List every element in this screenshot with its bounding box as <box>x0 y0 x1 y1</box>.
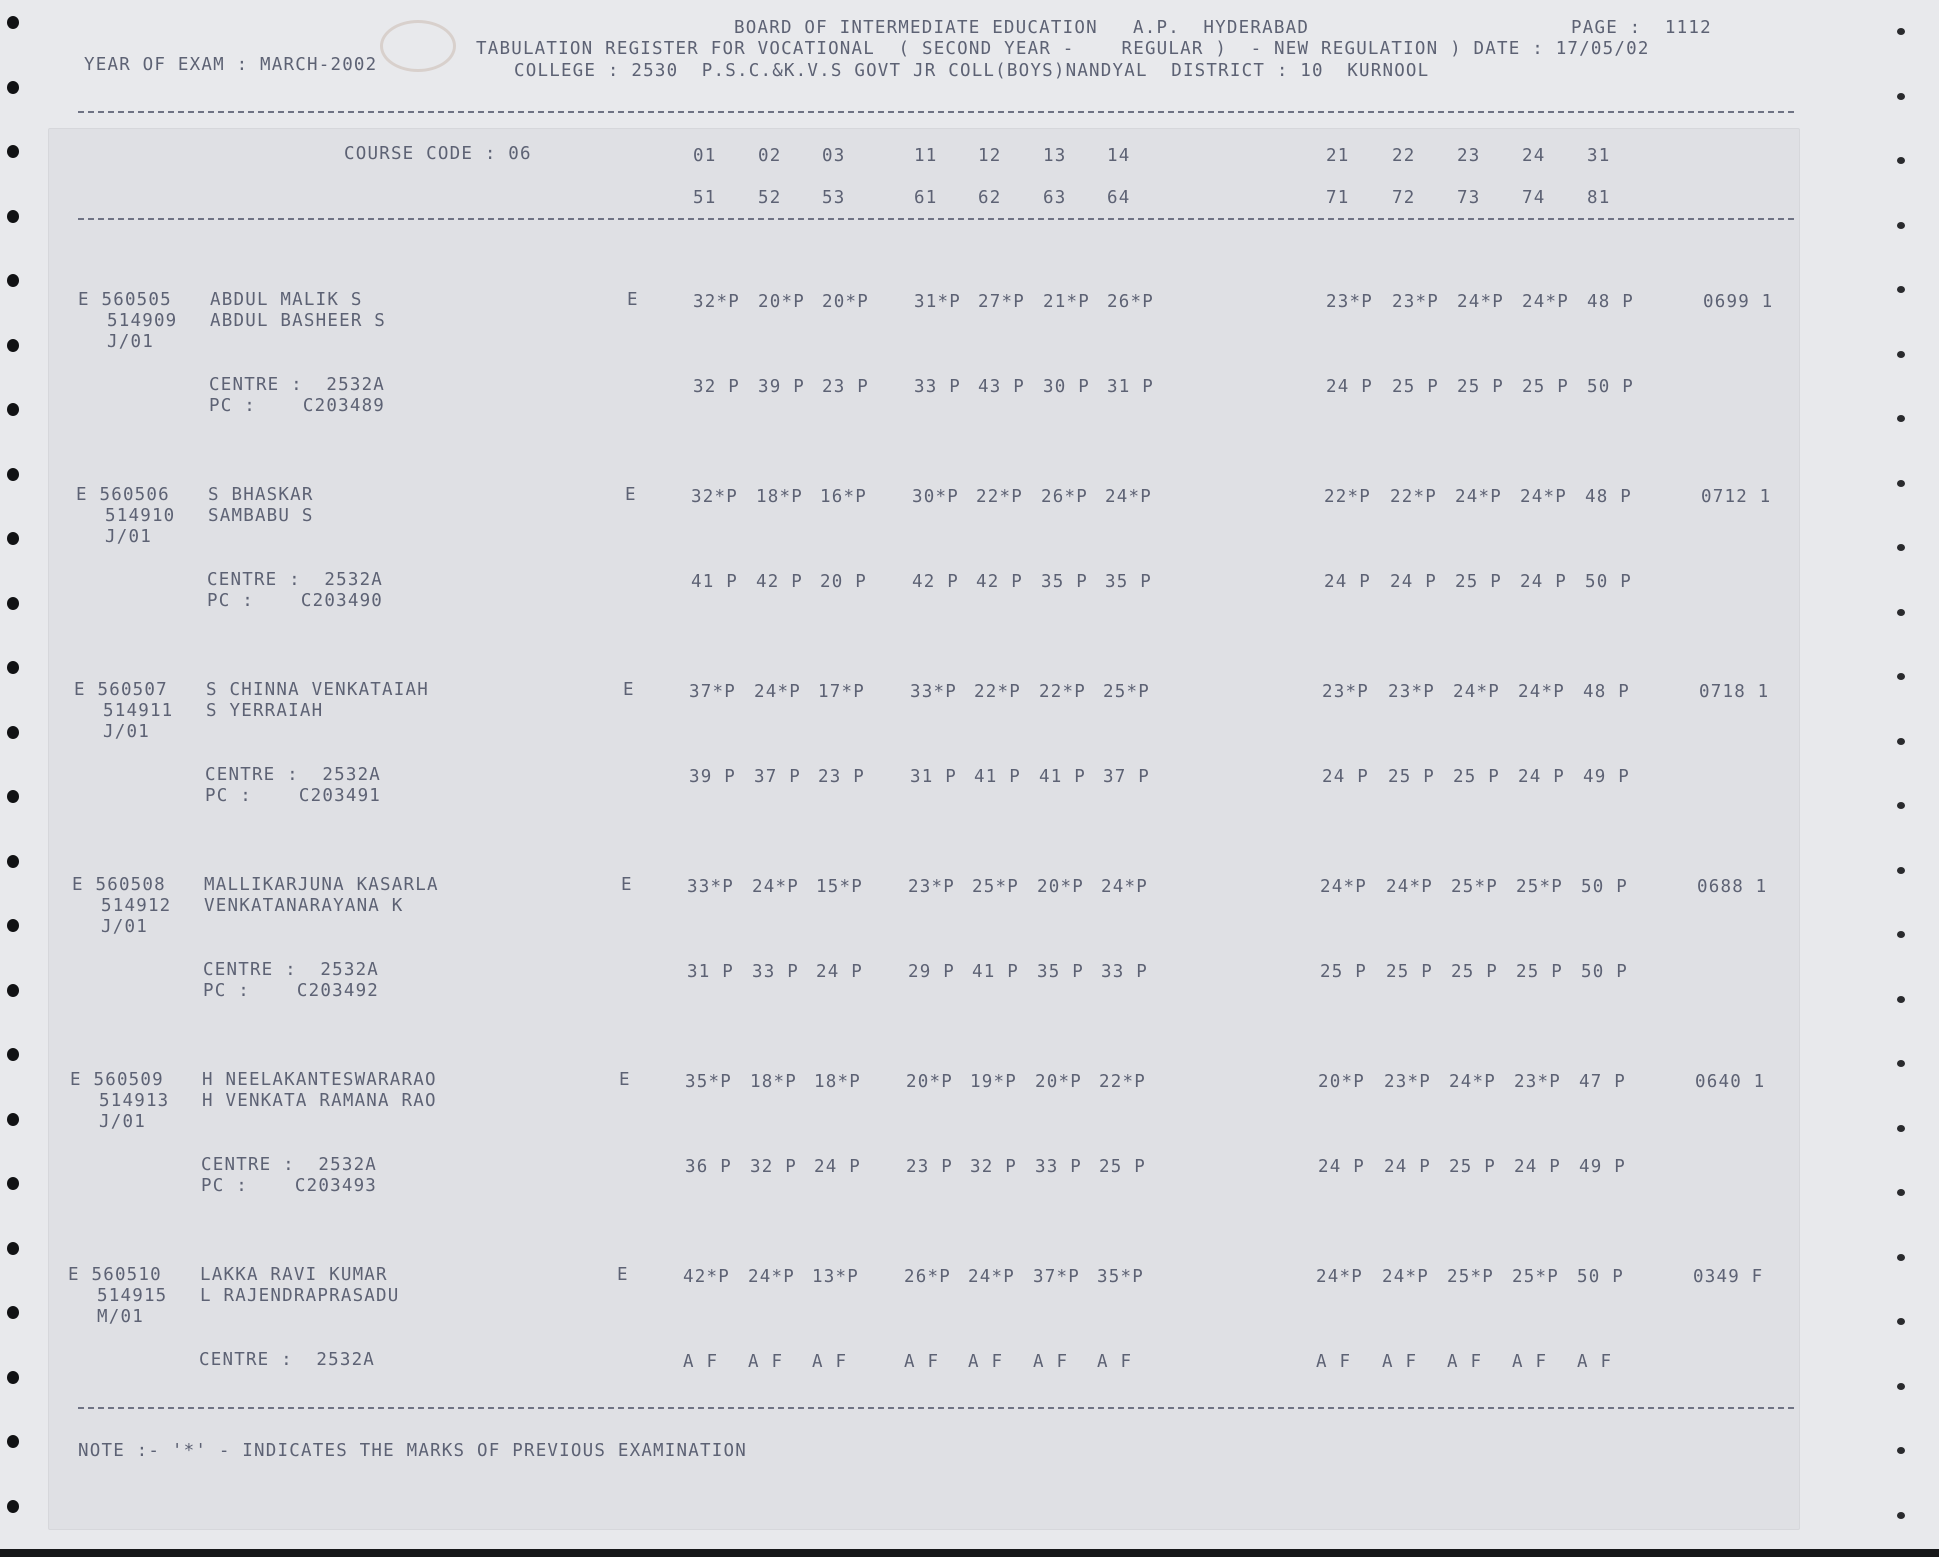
mark-current: 33 P <box>914 377 961 397</box>
mark-previous: 18*P <box>756 487 803 507</box>
father-name: SAMBABU S <box>208 506 314 526</box>
mark-previous: 24*P <box>1382 1267 1429 1287</box>
mark-current: 50 P <box>1581 962 1628 982</box>
mark-current: 24 P <box>1384 1157 1431 1177</box>
mark-previous: 16*P <box>820 487 867 507</box>
mark-current: 25 P <box>1451 962 1498 982</box>
year-of-exam: YEAR OF EXAM : MARCH-2002 <box>84 55 378 75</box>
mark-current: 25 P <box>1099 1157 1146 1177</box>
mark-previous: 26*P <box>1041 487 1088 507</box>
feed-hole <box>7 532 19 545</box>
subject-code: 63 <box>1043 188 1067 208</box>
subject-code: 64 <box>1107 188 1131 208</box>
mark-previous: 24*P <box>1105 487 1152 507</box>
mark-previous: 24*P <box>968 1267 1015 1287</box>
subject-code: 81 <box>1587 188 1611 208</box>
mark-previous: 25*P <box>1103 682 1150 702</box>
feed-hole <box>7 339 19 352</box>
feed-hole <box>1897 1318 1905 1325</box>
mark-current: 25 P <box>1388 767 1435 787</box>
mark-previous: 25*P <box>1516 877 1563 897</box>
subject-code: 51 <box>693 188 717 208</box>
feed-hole <box>1897 351 1905 358</box>
mark-current: 31 P <box>910 767 957 787</box>
mark-previous: 13*P <box>812 1267 859 1287</box>
mark-current: 42 P <box>756 572 803 592</box>
subject-code: 24 <box>1522 146 1546 166</box>
mark-current: A F <box>1447 1352 1483 1372</box>
mark-previous: 26*P <box>904 1267 951 1287</box>
mark-previous: 25*P <box>1512 1267 1559 1287</box>
subject-code: 53 <box>822 188 846 208</box>
mark-previous: 24*P <box>1453 682 1500 702</box>
feed-hole <box>7 597 19 610</box>
mark-current: 24 P <box>1518 767 1565 787</box>
mark-previous: 23*P <box>1392 292 1439 312</box>
centre-code: CENTRE : 2532A <box>199 1350 376 1370</box>
subject-code: 71 <box>1326 188 1350 208</box>
mark-previous: 23*P <box>1384 1072 1431 1092</box>
mark-previous: 35*P <box>1097 1267 1144 1287</box>
mark-previous: 24*P <box>1101 877 1148 897</box>
feed-hole <box>7 790 19 803</box>
mark-current: 23 P <box>906 1157 953 1177</box>
medium: E <box>627 290 639 310</box>
hall-ticket-number: E 560509 <box>70 1070 164 1090</box>
father-name: ABDUL BASHEER S <box>210 311 387 331</box>
mark-current: 24 P <box>1322 767 1369 787</box>
feed-hole <box>1897 1254 1905 1261</box>
mark-current: 25 P <box>1392 377 1439 397</box>
register-title: TABULATION REGISTER FOR VOCATIONAL ( SECOND YEAR - REGULAR ) - NEW REGULATION ) DATE : 17/05/02 <box>476 39 1650 59</box>
mark-previous: 24*P <box>1316 1267 1363 1287</box>
mark-previous: 30*P <box>912 487 959 507</box>
subject-code: 03 <box>822 146 846 166</box>
mark-current: A F <box>1316 1352 1352 1372</box>
mark-current: 24 P <box>816 962 863 982</box>
mark-current: 43 P <box>978 377 1025 397</box>
mark-previous: 23*P <box>1326 292 1373 312</box>
mark-previous: 37*P <box>689 682 736 702</box>
mark-previous: 20*P <box>758 292 805 312</box>
mark-previous: 22*P <box>1390 487 1437 507</box>
feed-hole <box>7 403 19 416</box>
feed-hole <box>1897 1512 1905 1519</box>
subject-code: 73 <box>1457 188 1481 208</box>
student-name: S CHINNA VENKATAIAH <box>206 680 429 700</box>
mark-current: A F <box>1382 1352 1418 1372</box>
mark-previous: 19*P <box>970 1072 1017 1092</box>
mark-current: A F <box>904 1352 940 1372</box>
grand-total: 0640 1 <box>1695 1072 1766 1092</box>
mark-current: 25 P <box>1320 962 1367 982</box>
mark-current: 25 P <box>1457 377 1504 397</box>
mark-previous: 21*P <box>1043 292 1090 312</box>
feed-hole <box>7 1177 19 1190</box>
mark-current: 31 P <box>1107 377 1154 397</box>
mark-current: 35 P <box>1037 962 1084 982</box>
feed-hole <box>7 1435 19 1448</box>
subject-code: 12 <box>978 146 1002 166</box>
medium: E <box>621 875 633 895</box>
mark-current: 23 P <box>822 377 869 397</box>
mark-previous: 20*P <box>822 292 869 312</box>
pc-number: PC : C203491 <box>205 786 382 806</box>
mark-current: 25 P <box>1449 1157 1496 1177</box>
mark-previous: 24*P <box>1320 877 1367 897</box>
subject-code: 52 <box>758 188 782 208</box>
mark-current: 41 P <box>974 767 1021 787</box>
father-name: H VENKATA RAMANA RAO <box>202 1091 437 1111</box>
feed-hole <box>1897 1189 1905 1196</box>
feed-hole <box>1897 609 1905 616</box>
mark-current: A F <box>748 1352 784 1372</box>
mark-previous: 48 P <box>1587 292 1634 312</box>
feed-hole <box>7 919 19 932</box>
mark-current: 24 P <box>1324 572 1371 592</box>
feed-hole <box>7 1242 19 1255</box>
group-code: J/01 <box>103 722 150 742</box>
feed-hole <box>7 468 19 481</box>
pc-number: PC : C203492 <box>203 981 380 1001</box>
subject-code: 62 <box>978 188 1002 208</box>
page-number: PAGE : 1112 <box>1571 18 1712 38</box>
preprinted-form-background <box>48 128 1800 1530</box>
mark-previous: 25*P <box>972 877 1019 897</box>
feed-hole <box>1897 996 1905 1003</box>
mark-current: 36 P <box>685 1157 732 1177</box>
mark-previous: 18*P <box>750 1072 797 1092</box>
mark-current: 25 P <box>1516 962 1563 982</box>
student-name: ABDUL MALIK S <box>210 290 363 310</box>
group-code: J/01 <box>101 917 148 937</box>
mark-previous: 23*P <box>908 877 955 897</box>
father-name: S YERRAIAH <box>206 701 324 721</box>
subject-code: 01 <box>693 146 717 166</box>
student-id: 514915 <box>97 1286 168 1306</box>
mark-previous: 47 P <box>1579 1072 1626 1092</box>
mark-current: A F <box>1033 1352 1069 1372</box>
mark-previous: 48 P <box>1585 487 1632 507</box>
mark-previous: 33*P <box>687 877 734 897</box>
medium: E <box>619 1070 631 1090</box>
mark-previous: 18*P <box>814 1072 861 1092</box>
student-id: 514910 <box>105 506 176 526</box>
group-code: J/01 <box>99 1112 146 1132</box>
footer-note: NOTE :- '*' - INDICATES THE MARKS OF PREVIOUS EXAMINATION <box>78 1441 747 1461</box>
mark-previous: 24*P <box>1520 487 1567 507</box>
mark-previous: 31*P <box>914 292 961 312</box>
feed-hole <box>7 210 19 223</box>
grand-total: 0688 1 <box>1697 877 1768 897</box>
centre-code: CENTRE : 2532A <box>205 765 382 785</box>
mark-previous: 23*P <box>1514 1072 1561 1092</box>
feed-hole <box>1897 415 1905 422</box>
mark-current: 50 P <box>1585 572 1632 592</box>
mark-current: 25 P <box>1386 962 1433 982</box>
centre-code: CENTRE : 2532A <box>207 570 384 590</box>
mark-current: A F <box>1577 1352 1613 1372</box>
mark-previous: 24*P <box>748 1267 795 1287</box>
feed-hole <box>7 145 19 158</box>
mark-previous: 24*P <box>752 877 799 897</box>
hall-ticket-number: E 560505 <box>78 290 172 310</box>
feed-hole <box>1897 867 1905 874</box>
feed-hole <box>7 1500 19 1513</box>
mark-current: 49 P <box>1583 767 1630 787</box>
pc-number: PC : C203493 <box>201 1176 378 1196</box>
subject-code: 22 <box>1392 146 1416 166</box>
mark-previous: 20*P <box>1035 1072 1082 1092</box>
mark-previous: 42*P <box>683 1267 730 1287</box>
mark-current: 35 P <box>1105 572 1152 592</box>
mark-current: 25 P <box>1522 377 1569 397</box>
mark-previous: 32*P <box>693 292 740 312</box>
feed-hole <box>1897 157 1905 164</box>
subject-code: 23 <box>1457 146 1481 166</box>
mark-previous: 24*P <box>1449 1072 1496 1092</box>
board-title: BOARD OF INTERMEDIATE EDUCATION A.P. HYDERABAD <box>734 18 1310 38</box>
group-code: J/01 <box>107 332 154 352</box>
feed-hole <box>7 274 19 287</box>
mark-current: 42 P <box>976 572 1023 592</box>
feed-hole <box>7 16 19 29</box>
mark-previous: 17*P <box>818 682 865 702</box>
mark-current: 33 P <box>752 962 799 982</box>
grand-total: 0699 1 <box>1703 292 1774 312</box>
mark-previous: 22*P <box>1039 682 1086 702</box>
mark-current: 49 P <box>1579 1157 1626 1177</box>
feed-hole <box>1897 1060 1905 1067</box>
feed-hole <box>1897 931 1905 938</box>
mark-current: 41 P <box>691 572 738 592</box>
student-name: S BHASKAR <box>208 485 314 505</box>
mark-previous: 24*P <box>1386 877 1433 897</box>
student-name: H NEELAKANTESWARARAO <box>202 1070 437 1090</box>
mark-current: 24 P <box>1326 377 1373 397</box>
mark-previous: 24*P <box>754 682 801 702</box>
feed-hole <box>7 726 19 739</box>
mark-previous: 35*P <box>685 1072 732 1092</box>
mark-previous: 15*P <box>816 877 863 897</box>
medium: E <box>625 485 637 505</box>
feed-hole <box>7 855 19 868</box>
student-id: 514913 <box>99 1091 170 1111</box>
mark-previous: 23*P <box>1322 682 1369 702</box>
mark-current: A F <box>812 1352 848 1372</box>
group-code: M/01 <box>97 1307 144 1327</box>
mark-current: 23 P <box>818 767 865 787</box>
mark-current: 24 P <box>1318 1157 1365 1177</box>
mark-current: 31 P <box>687 962 734 982</box>
hall-ticket-number: E 560508 <box>72 875 166 895</box>
subject-code: 11 <box>914 146 938 166</box>
grand-total: 0718 1 <box>1699 682 1770 702</box>
mark-previous: 50 P <box>1581 877 1628 897</box>
mark-current: 37 P <box>1103 767 1150 787</box>
feed-hole <box>1897 802 1905 809</box>
hall-ticket-number: E 560507 <box>74 680 168 700</box>
subject-code: 72 <box>1392 188 1416 208</box>
mark-previous: 37*P <box>1033 1267 1080 1287</box>
mark-previous: 32*P <box>691 487 738 507</box>
student-id: 514912 <box>101 896 172 916</box>
grand-total: 0349 F <box>1693 1267 1764 1287</box>
subject-code: 02 <box>758 146 782 166</box>
mark-previous: 22*P <box>974 682 1021 702</box>
mark-previous: 48 P <box>1583 682 1630 702</box>
mark-current: 39 P <box>689 767 736 787</box>
feed-hole <box>1897 480 1905 487</box>
feed-hole <box>1897 1447 1905 1454</box>
student-id: 514911 <box>103 701 174 721</box>
mark-current: 41 P <box>972 962 1019 982</box>
subject-code: 61 <box>914 188 938 208</box>
mark-current: 32 P <box>970 1157 1017 1177</box>
hall-ticket-number: E 560506 <box>76 485 170 505</box>
mark-previous: 24*P <box>1522 292 1569 312</box>
mark-current: 32 P <box>693 377 740 397</box>
mark-previous: 20*P <box>906 1072 953 1092</box>
mark-current: 25 P <box>1455 572 1502 592</box>
mark-previous: 20*P <box>1318 1072 1365 1092</box>
feed-hole <box>1897 673 1905 680</box>
feed-hole <box>1897 1383 1905 1390</box>
feed-hole <box>1897 28 1905 35</box>
mark-previous: 50 P <box>1577 1267 1624 1287</box>
mark-current: 24 P <box>1390 572 1437 592</box>
medium: E <box>617 1265 629 1285</box>
mark-current: 30 P <box>1043 377 1090 397</box>
subject-code: 21 <box>1326 146 1350 166</box>
mark-current: A F <box>1097 1352 1133 1372</box>
mark-previous: 33*P <box>910 682 957 702</box>
mark-previous: 26*P <box>1107 292 1154 312</box>
mark-current: 20 P <box>820 572 867 592</box>
mark-previous: 25*P <box>1447 1267 1494 1287</box>
mark-previous: 23*P <box>1388 682 1435 702</box>
mark-previous: 24*P <box>1518 682 1565 702</box>
group-code: J/01 <box>105 527 152 547</box>
course-code: COURSE CODE : 06 <box>344 144 532 164</box>
college-line: COLLEGE : 2530 P.S.C.&K.V.S GOVT JR COLL(BOYS)NANDYAL DISTRICT : 10 KURNOOL <box>514 61 1430 81</box>
feed-hole <box>7 1048 19 1061</box>
subject-code: 74 <box>1522 188 1546 208</box>
mark-previous: 24*P <box>1457 292 1504 312</box>
centre-code: CENTRE : 2532A <box>203 960 380 980</box>
centre-code: CENTRE : 2532A <box>209 375 386 395</box>
mark-previous: 22*P <box>1324 487 1371 507</box>
feed-hole <box>1897 738 1905 745</box>
subject-code: 31 <box>1587 146 1611 166</box>
mark-previous: 22*P <box>1099 1072 1146 1092</box>
divider-top <box>78 111 1794 113</box>
mark-current: 25 P <box>1453 767 1500 787</box>
father-name: VENKATANARAYANA K <box>204 896 404 916</box>
grand-total: 0712 1 <box>1701 487 1772 507</box>
student-name: LAKKA RAVI KUMAR <box>200 1265 388 1285</box>
feed-hole <box>1897 93 1905 100</box>
mark-current: 41 P <box>1039 767 1086 787</box>
feed-hole <box>7 1113 19 1126</box>
mark-current: 50 P <box>1587 377 1634 397</box>
mark-current: A F <box>1512 1352 1548 1372</box>
mark-current: 24 P <box>814 1157 861 1177</box>
mark-current: A F <box>968 1352 1004 1372</box>
hall-ticket-number: E 560510 <box>68 1265 162 1285</box>
mark-current: A F <box>683 1352 719 1372</box>
student-name: MALLIKARJUNA KASARLA <box>204 875 439 895</box>
father-name: L RAJENDRAPRASADU <box>200 1286 400 1306</box>
pc-number: PC : C203489 <box>209 396 386 416</box>
feed-hole <box>1897 1125 1905 1132</box>
divider-bottom <box>78 1407 1794 1409</box>
feed-hole <box>7 1371 19 1384</box>
subject-code: 13 <box>1043 146 1067 166</box>
mark-current: 37 P <box>754 767 801 787</box>
mark-current: 32 P <box>750 1157 797 1177</box>
divider-header <box>78 218 1794 220</box>
feed-hole <box>1897 222 1905 229</box>
mark-current: 24 P <box>1520 572 1567 592</box>
mark-current: 39 P <box>758 377 805 397</box>
feed-hole <box>1897 286 1905 293</box>
feed-hole <box>1897 544 1905 551</box>
centre-code: CENTRE : 2532A <box>201 1155 378 1175</box>
subject-code: 14 <box>1107 146 1131 166</box>
mark-current: 29 P <box>908 962 955 982</box>
feed-hole <box>7 1306 19 1319</box>
mark-previous: 24*P <box>1455 487 1502 507</box>
pc-number: PC : C203490 <box>207 591 384 611</box>
mark-current: 42 P <box>912 572 959 592</box>
medium: E <box>623 680 635 700</box>
mark-previous: 22*P <box>976 487 1023 507</box>
mark-previous: 25*P <box>1451 877 1498 897</box>
faint-seal <box>380 20 456 72</box>
feed-hole <box>7 661 19 674</box>
mark-previous: 27*P <box>978 292 1025 312</box>
mark-previous: 20*P <box>1037 877 1084 897</box>
mark-current: 33 P <box>1035 1157 1082 1177</box>
mark-current: 35 P <box>1041 572 1088 592</box>
mark-current: 24 P <box>1514 1157 1561 1177</box>
mark-current: 33 P <box>1101 962 1148 982</box>
student-id: 514909 <box>107 311 178 331</box>
feed-hole <box>7 984 19 997</box>
feed-hole <box>7 81 19 94</box>
